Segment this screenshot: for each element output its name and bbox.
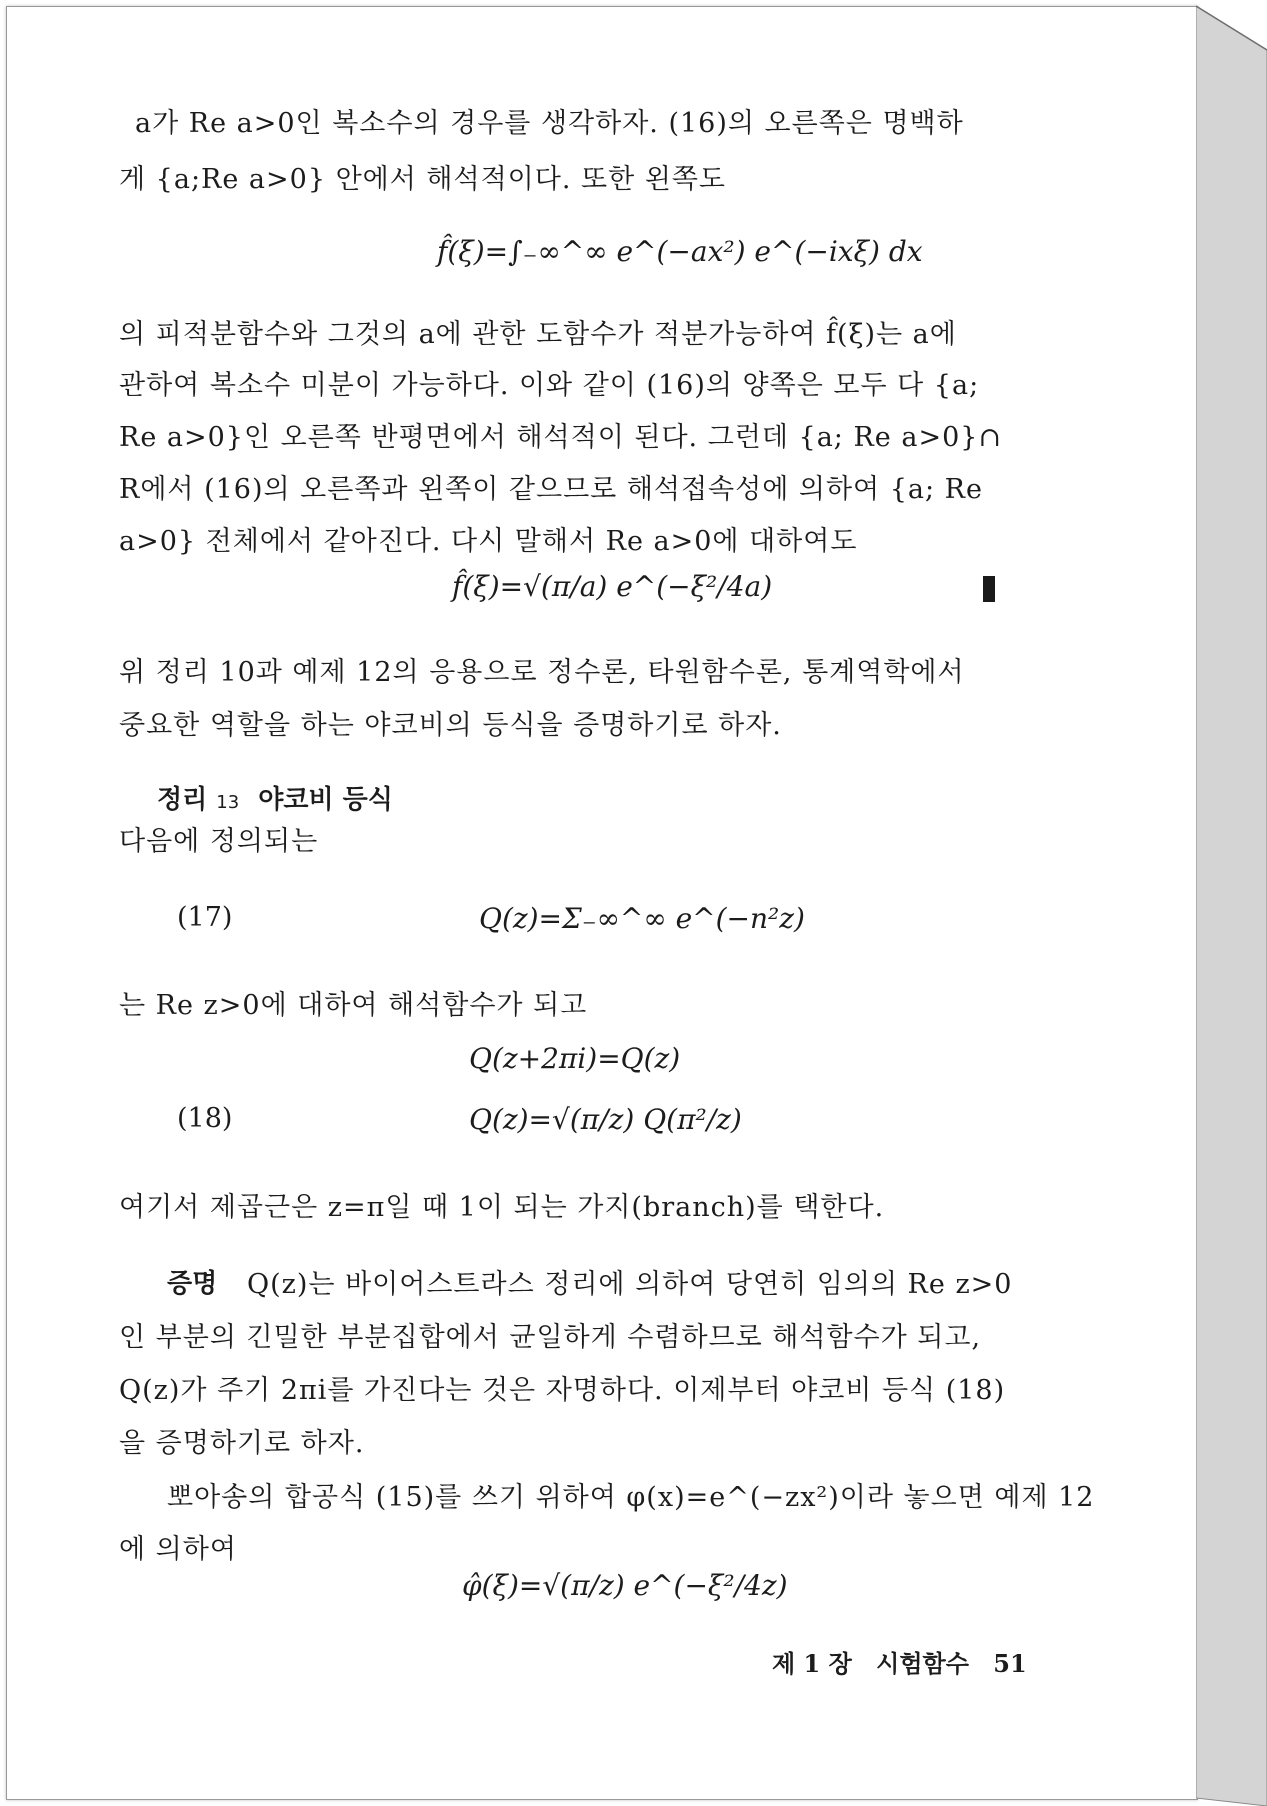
theorem-title: 야코비 등식 [258, 785, 393, 815]
equation-17-number: (17) [177, 902, 233, 933]
equation-18-line2: Q(z)=√(π/z) Q(π²/z) [469, 1103, 742, 1136]
proof-line6: 에 의하여 [119, 1534, 237, 1565]
theorem-label: 정리 [157, 785, 208, 815]
proof-line5: 뽀아송의 합공식 (15)를 쓰기 위하여 φ(x)=e^(−zx²)이라 놓으면 예제 12 [167, 1482, 1095, 1513]
paragraph2-line5: a>0} 전체에서 같아진다. 다시 말해서 Re a>0에 대하여도 [119, 526, 858, 557]
end-of-proof-mark [983, 576, 995, 602]
theorem-heading [157, 779, 393, 816]
footer-title: 시험함수 [876, 1649, 969, 1678]
proof-label: 증명 [167, 1269, 218, 1299]
paragraph2-line3: Re a>0}인 오른쪽 반평면에서 해석적이 된다. 그런데 {a; Re a>0}∩ [119, 422, 1003, 453]
book-edge [1196, 0, 1267, 1806]
paragraph1-line1: a가 Re a>0인 복소수의 경우를 생각하자. (16)의 오른쪽은 명백하 [135, 108, 964, 139]
line-after-equation-17: 는 Re z>0에 대하여 해석함수가 되고 [119, 990, 588, 1021]
paragraph2-line4: R에서 (16)의 오른쪽과 왼쪽이 같으므로 해석접속성에 의하여 {a; Re [119, 474, 983, 505]
equation-fourier-result: f̂(ξ)=√(π/a) e^(−ξ²/4a) [452, 570, 773, 603]
equation-phi-fourier: φ̂(ξ)=√(π/z) e^(−ξ²/4z) [462, 1569, 788, 1602]
proof-line2: 인 부분의 긴밀한 부분집합에서 균일하게 수렴하므로 해석함수가 되고, [119, 1322, 982, 1353]
paragraph3-line2: 중요한 역할을 하는 야코비의 등식을 증명하기로 하자. [119, 710, 782, 741]
paragraph3-line1: 위 정리 10과 예제 12의 응용으로 정수론, 타원함수론, 통계역학에서 [119, 657, 965, 688]
footer-chapter: 제 1 장 [772, 1649, 852, 1678]
paragraph1-line2: 게 {a;Re a>0} 안에서 해석적이다. 또한 왼쪽도 [119, 164, 726, 195]
theorem-intro: 다음에 정의되는 [119, 826, 319, 857]
theorem-number: 13 [216, 792, 240, 813]
equation-17: Q(z)=Σ₋∞^∞ e^(−n²z) [479, 902, 805, 935]
page-footer [772, 1644, 1027, 1679]
proof-line3: Q(z)가 주기 2πi를 가진다는 것은 자명하다. 이제부터 야코비 등식 (18) [119, 1375, 1006, 1406]
paragraph2-line1: 의 피적분함수와 그것의 a에 관한 도함수가 적분가능하여 f̂(ξ)는 a에 [119, 319, 957, 350]
proof-line4: 을 증명하기로 하자. [119, 1428, 365, 1459]
equation-18-line1: Q(z+2πi)=Q(z) [469, 1042, 681, 1075]
line-after-equation-18: 여기서 제곱근은 z=π일 때 1이 되는 가지(branch)를 택한다. [119, 1192, 885, 1223]
proof-line1: Q(z)는 바이어스트라스 정리에 의하여 당연히 임의의 Re z>0 [247, 1269, 1013, 1300]
page-number: 51 [993, 1649, 1027, 1678]
book-page [6, 6, 1198, 1800]
equation-fourier-integral: f̂(ξ)=∫₋∞^∞ e^(−ax²) e^(−ixξ) dx [437, 235, 923, 268]
paragraph2-line2: 관하여 복소수 미분이 가능하다. 이와 같이 (16)의 양쪽은 모두 다 {a; [119, 370, 980, 401]
equation-18-number: (18) [177, 1103, 233, 1134]
